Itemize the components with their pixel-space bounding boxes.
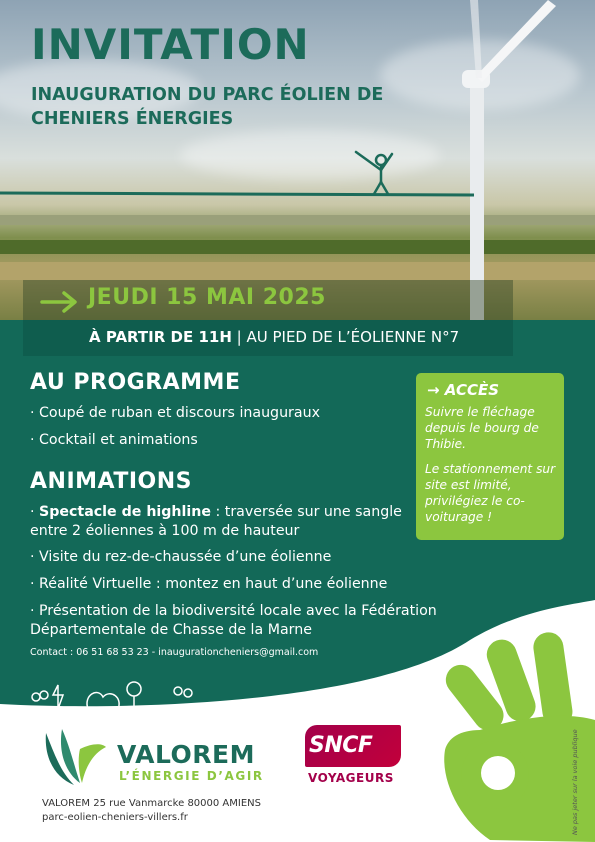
website-link[interactable]: parc-eolien-cheniers-villers.fr (42, 812, 188, 823)
programme-heading: AU PROGRAMME (30, 370, 241, 395)
event-time: À PARTIR DE 11H (89, 328, 232, 346)
arrow-right-icon (40, 290, 80, 314)
list-item: · Spectacle de highline : traversée sur une sangle entre 2 éoliennes à 100 m de hauteur (30, 504, 402, 539)
ok-hand-icon (420, 630, 595, 842)
litter-notice: Ne pas jeter sur la voie publique (571, 729, 579, 835)
valorem-logo-icon (40, 727, 106, 787)
list-item: · Cocktail et animations (30, 432, 198, 448)
acces-directions: Suivre le fléchage depuis le bourg de Thibie. (425, 405, 539, 451)
list-item: · Présentation de la biodiversité locale avec la Fédération Départementale de Chasse de la Marne (30, 603, 437, 638)
invitation-title: INVITATION (31, 20, 310, 69)
sncf-name: SNCF (309, 733, 373, 758)
plants-illustration (28, 675, 208, 711)
acces-parking: Le stationnement sur site est limité, privilégiez le co-voiturage ! (425, 462, 556, 524)
event-time-location (89, 328, 459, 346)
list-item: · Réalité Virtuelle : montez en haut d’une éolienne (30, 576, 388, 592)
sncf-voyageurs: VOYAGEURS (308, 771, 394, 785)
highline-label: Spectacle de highline (39, 504, 211, 520)
list-item: · Visite du rez-de-chaussée d’une éolienne (30, 549, 332, 565)
event-subtitle: INAUGURATION DU PARC ÉOLIEN DE CHENIERS ÉNERGIES (31, 85, 384, 129)
animations-heading: ANIMATIONS (30, 469, 192, 494)
valorem-tagline: L’ÉNERGIE D’AGIR (119, 769, 264, 783)
event-date: JEUDI 15 MAI 2025 (88, 285, 326, 310)
list-item: · Coupé de ruban et discours inauguraux (30, 405, 320, 421)
event-location: | AU PIED DE L’ÉOLIENNE N°7 (231, 328, 460, 346)
acces-title: → ACCÈS (427, 381, 500, 399)
valorem-address: VALOREM 25 rue Vanmarcke 80000 AMIENS (42, 798, 261, 809)
contact-info: Contact : 06 51 68 53 23 - inaugurationcheniers@gmail.com (30, 647, 319, 658)
valorem-name: VALOREM (117, 740, 255, 769)
